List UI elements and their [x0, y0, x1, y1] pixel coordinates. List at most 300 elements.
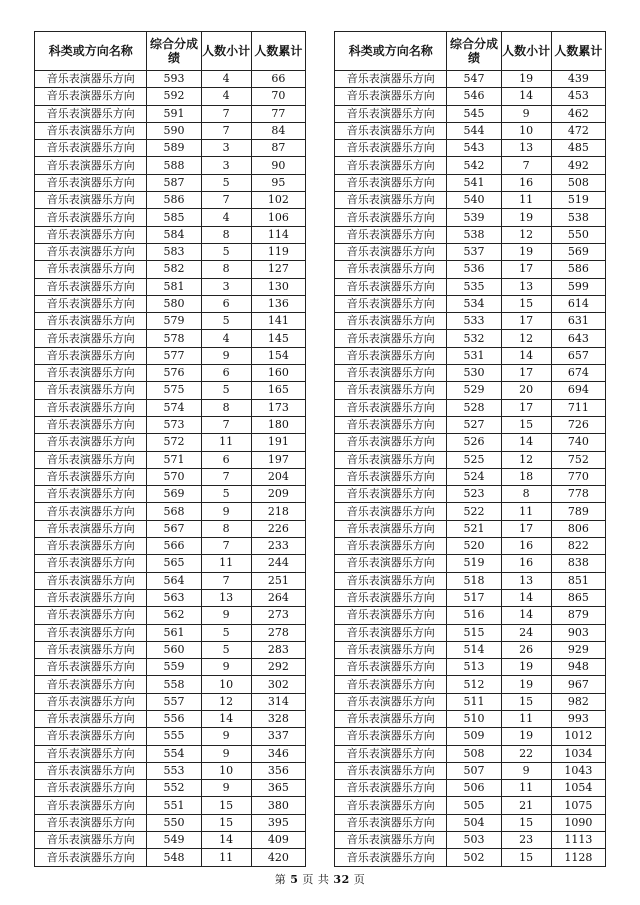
cell-score: 563	[147, 589, 201, 606]
cell-name: 音乐表演器乐方向	[335, 261, 447, 278]
cell-count: 5	[201, 486, 251, 503]
cell-cumulative: 70	[251, 88, 305, 105]
cell-score: 539	[447, 209, 501, 226]
table-row	[35, 555, 306, 572]
cell-name: 音乐表演器乐方向	[335, 745, 447, 762]
cell-score: 585	[147, 209, 201, 226]
table-row	[335, 365, 606, 382]
cell-score: 538	[447, 226, 501, 243]
footer-page-number: 5	[290, 873, 299, 886]
cell-name: 音乐表演器乐方向	[335, 140, 447, 157]
cell-cumulative: 472	[551, 122, 605, 139]
cell-count: 15	[501, 849, 551, 866]
cell-score: 591	[147, 105, 201, 122]
cell-cumulative: 102	[251, 192, 305, 209]
table-row	[335, 122, 606, 139]
cell-count: 14	[201, 710, 251, 727]
table-row	[35, 157, 306, 174]
table-row	[335, 261, 606, 278]
table-row	[35, 295, 306, 312]
cell-cumulative: 1075	[551, 797, 605, 814]
cell-cumulative: 165	[251, 382, 305, 399]
cell-cumulative: 273	[251, 607, 305, 624]
cell-count: 3	[201, 157, 251, 174]
cell-count: 23	[501, 832, 551, 849]
cell-count: 9	[201, 347, 251, 364]
cell-count: 20	[501, 382, 551, 399]
table-row	[335, 88, 606, 105]
cell-count: 7	[201, 192, 251, 209]
cell-count: 9	[501, 762, 551, 779]
cell-cumulative: 95	[251, 174, 305, 191]
cell-score: 589	[147, 140, 201, 157]
cell-score: 515	[447, 624, 501, 641]
cell-name: 音乐表演器乐方向	[35, 399, 147, 416]
cell-count: 10	[201, 762, 251, 779]
table-row	[35, 745, 306, 762]
cell-name: 音乐表演器乐方向	[35, 295, 147, 312]
cell-score: 528	[447, 399, 501, 416]
cell-name: 音乐表演器乐方向	[335, 365, 447, 382]
table-row	[335, 140, 606, 157]
cell-cumulative: 982	[551, 693, 605, 710]
cell-name: 音乐表演器乐方向	[35, 641, 147, 658]
cell-count: 9	[201, 503, 251, 520]
cell-score: 578	[147, 330, 201, 347]
table-row	[335, 451, 606, 468]
cell-name: 音乐表演器乐方向	[35, 503, 147, 520]
cell-count: 16	[501, 174, 551, 191]
cell-name: 音乐表演器乐方向	[335, 520, 447, 537]
cell-name: 音乐表演器乐方向	[335, 382, 447, 399]
cell-score: 557	[147, 693, 201, 710]
cell-count: 8	[201, 261, 251, 278]
cell-cumulative: 462	[551, 105, 605, 122]
header-score: 综合分成绩	[447, 32, 501, 71]
cell-name: 音乐表演器乐方向	[335, 589, 447, 606]
table-row	[335, 209, 606, 226]
cell-count: 12	[501, 226, 551, 243]
cell-cumulative: 314	[251, 693, 305, 710]
cell-cumulative: 903	[551, 624, 605, 641]
header-cumulative: 人数累计	[551, 32, 605, 71]
footer-prefix: 第	[274, 873, 287, 886]
cell-name: 音乐表演器乐方向	[35, 659, 147, 676]
cell-name: 音乐表演器乐方向	[335, 780, 447, 797]
cell-cumulative: 337	[251, 728, 305, 745]
cell-name: 音乐表演器乐方向	[35, 589, 147, 606]
table-row	[335, 295, 606, 312]
cell-count: 13	[501, 140, 551, 157]
cell-name: 音乐表演器乐方向	[335, 278, 447, 295]
cell-count: 3	[201, 140, 251, 157]
cell-score: 529	[447, 382, 501, 399]
cell-count: 11	[201, 849, 251, 866]
cell-count: 10	[501, 122, 551, 139]
cell-count: 19	[501, 659, 551, 676]
cell-name: 音乐表演器乐方向	[35, 71, 147, 88]
cell-cumulative: 740	[551, 434, 605, 451]
cell-cumulative: 160	[251, 365, 305, 382]
cell-count: 12	[501, 451, 551, 468]
cell-cumulative: 145	[251, 330, 305, 347]
table-row	[335, 520, 606, 537]
cell-cumulative: 292	[251, 659, 305, 676]
cell-cumulative: 87	[251, 140, 305, 157]
cell-count: 16	[501, 555, 551, 572]
cell-count: 15	[501, 295, 551, 312]
cell-cumulative: 173	[251, 399, 305, 416]
cell-cumulative: 838	[551, 555, 605, 572]
table-row	[35, 209, 306, 226]
cell-name: 音乐表演器乐方向	[335, 555, 447, 572]
table-row	[35, 122, 306, 139]
cell-count: 6	[201, 365, 251, 382]
table-row	[335, 849, 606, 866]
cell-name: 音乐表演器乐方向	[35, 88, 147, 105]
cell-count: 8	[501, 486, 551, 503]
cell-score: 575	[147, 382, 201, 399]
footer-total-pages: 32	[333, 873, 350, 886]
cell-cumulative: 204	[251, 468, 305, 485]
cell-count: 9	[201, 659, 251, 676]
table-row	[335, 832, 606, 849]
cell-count: 24	[501, 624, 551, 641]
cell-cumulative: 66	[251, 71, 305, 88]
cell-score: 506	[447, 780, 501, 797]
table-row	[335, 347, 606, 364]
table-row	[335, 71, 606, 88]
table-row	[35, 88, 306, 105]
cell-name: 音乐表演器乐方向	[335, 538, 447, 555]
table-row	[35, 330, 306, 347]
cell-count: 15	[501, 416, 551, 433]
table-row	[35, 693, 306, 710]
table-row	[35, 659, 306, 676]
cell-name: 音乐表演器乐方向	[335, 710, 447, 727]
cell-score: 551	[147, 797, 201, 814]
cell-count: 19	[501, 71, 551, 88]
cell-name: 音乐表演器乐方向	[35, 762, 147, 779]
table-row	[335, 503, 606, 520]
cell-count: 4	[201, 330, 251, 347]
cell-cumulative: 244	[251, 555, 305, 572]
cell-cumulative: 439	[551, 71, 605, 88]
cell-cumulative: 251	[251, 572, 305, 589]
table-row	[335, 486, 606, 503]
cell-count: 26	[501, 641, 551, 658]
cell-cumulative: 77	[251, 105, 305, 122]
cell-name: 音乐表演器乐方向	[335, 572, 447, 589]
cell-name: 音乐表演器乐方向	[335, 486, 447, 503]
cell-name: 音乐表演器乐方向	[335, 814, 447, 831]
cell-cumulative: 1054	[551, 780, 605, 797]
cell-cumulative: 643	[551, 330, 605, 347]
cell-count: 17	[501, 520, 551, 537]
table-row	[335, 797, 606, 814]
table-row	[35, 797, 306, 814]
table-row	[335, 624, 606, 641]
cell-count: 14	[501, 88, 551, 105]
cell-name: 音乐表演器乐方向	[35, 607, 147, 624]
cell-name: 音乐表演器乐方向	[35, 486, 147, 503]
cell-count: 15	[201, 797, 251, 814]
cell-score: 582	[147, 261, 201, 278]
cell-cumulative: 657	[551, 347, 605, 364]
table-row	[35, 728, 306, 745]
cell-name: 音乐表演器乐方向	[335, 797, 447, 814]
table-row	[35, 226, 306, 243]
table-row	[335, 814, 606, 831]
cell-score: 560	[147, 641, 201, 658]
cell-score: 553	[147, 762, 201, 779]
cell-score: 566	[147, 538, 201, 555]
cell-cumulative: 770	[551, 468, 605, 485]
cell-count: 17	[501, 365, 551, 382]
cell-name: 音乐表演器乐方向	[335, 676, 447, 693]
cell-score: 587	[147, 174, 201, 191]
table-row	[335, 243, 606, 260]
cell-count: 9	[201, 745, 251, 762]
cell-name: 音乐表演器乐方向	[35, 745, 147, 762]
cell-name: 音乐表演器乐方向	[335, 659, 447, 676]
table-row	[35, 261, 306, 278]
footer-middle: 页 共	[302, 873, 330, 886]
cell-count: 5	[201, 174, 251, 191]
table-row	[335, 572, 606, 589]
cell-cumulative: 136	[251, 295, 305, 312]
cell-name: 音乐表演器乐方向	[35, 572, 147, 589]
table-row	[35, 624, 306, 641]
cell-score: 541	[447, 174, 501, 191]
table-row	[35, 832, 306, 849]
cell-cumulative: 726	[551, 416, 605, 433]
cell-count: 17	[501, 399, 551, 416]
cell-count: 10	[201, 676, 251, 693]
cell-score: 545	[447, 105, 501, 122]
cell-score: 536	[447, 261, 501, 278]
table-row	[335, 416, 606, 433]
score-table-right	[334, 31, 606, 867]
cell-name: 音乐表演器乐方向	[35, 624, 147, 641]
cell-cumulative: 1043	[551, 762, 605, 779]
cell-cumulative: 420	[251, 849, 305, 866]
cell-cumulative: 119	[251, 243, 305, 260]
cell-count: 15	[501, 693, 551, 710]
cell-cumulative: 508	[551, 174, 605, 191]
table-row	[35, 399, 306, 416]
cell-name: 音乐表演器乐方向	[35, 676, 147, 693]
cell-count: 4	[201, 88, 251, 105]
cell-name: 音乐表演器乐方向	[35, 278, 147, 295]
cell-count: 14	[201, 832, 251, 849]
cell-count: 11	[201, 434, 251, 451]
cell-count: 3	[201, 278, 251, 295]
cell-score: 535	[447, 278, 501, 295]
cell-count: 8	[201, 399, 251, 416]
cell-name: 音乐表演器乐方向	[335, 347, 447, 364]
table-row	[35, 105, 306, 122]
cell-cumulative: 778	[551, 486, 605, 503]
cell-name: 音乐表演器乐方向	[35, 814, 147, 831]
cell-count: 9	[201, 607, 251, 624]
cell-name: 音乐表演器乐方向	[35, 728, 147, 745]
table-row	[335, 710, 606, 727]
table-row	[35, 538, 306, 555]
cell-name: 音乐表演器乐方向	[35, 226, 147, 243]
cell-score: 527	[447, 416, 501, 433]
cell-cumulative: 1034	[551, 745, 605, 762]
cell-cumulative: 233	[251, 538, 305, 555]
cell-score: 502	[447, 849, 501, 866]
cell-name: 音乐表演器乐方向	[335, 399, 447, 416]
cell-count: 15	[501, 814, 551, 831]
cell-cumulative: 84	[251, 122, 305, 139]
cell-score: 513	[447, 659, 501, 676]
cell-count: 14	[501, 589, 551, 606]
cell-score: 554	[147, 745, 201, 762]
cell-score: 534	[447, 295, 501, 312]
cell-cumulative: 356	[251, 762, 305, 779]
cell-count: 19	[501, 209, 551, 226]
cell-count: 7	[201, 538, 251, 555]
cell-name: 音乐表演器乐方向	[35, 313, 147, 330]
cell-count: 22	[501, 745, 551, 762]
cell-name: 音乐表演器乐方向	[335, 157, 447, 174]
cell-count: 15	[201, 814, 251, 831]
cell-cumulative: 752	[551, 451, 605, 468]
cell-score: 564	[147, 572, 201, 589]
cell-name: 音乐表演器乐方向	[35, 243, 147, 260]
cell-count: 19	[501, 728, 551, 745]
header-count: 人数小计	[501, 32, 551, 71]
cell-cumulative: 865	[551, 589, 605, 606]
cell-count: 4	[201, 71, 251, 88]
cell-cumulative: 674	[551, 365, 605, 382]
cell-name: 音乐表演器乐方向	[35, 105, 147, 122]
cell-score: 588	[147, 157, 201, 174]
cell-name: 音乐表演器乐方向	[35, 416, 147, 433]
cell-name: 音乐表演器乐方向	[335, 243, 447, 260]
cell-cumulative: 130	[251, 278, 305, 295]
cell-cumulative: 492	[551, 157, 605, 174]
cell-name: 音乐表演器乐方向	[35, 451, 147, 468]
cell-cumulative: 409	[251, 832, 305, 849]
cell-score: 549	[147, 832, 201, 849]
table-header-row	[335, 32, 606, 71]
cell-score: 509	[447, 728, 501, 745]
cell-name: 音乐表演器乐方向	[335, 174, 447, 191]
header-cumulative: 人数累计	[251, 32, 305, 71]
cell-name: 音乐表演器乐方向	[335, 607, 447, 624]
table-row	[35, 486, 306, 503]
cell-score: 520	[447, 538, 501, 555]
cell-cumulative: 114	[251, 226, 305, 243]
cell-score: 546	[447, 88, 501, 105]
cell-score: 532	[447, 330, 501, 347]
cell-score: 508	[447, 745, 501, 762]
cell-name: 音乐表演器乐方向	[335, 434, 447, 451]
cell-score: 567	[147, 520, 201, 537]
cell-score: 517	[447, 589, 501, 606]
cell-cumulative: 1012	[551, 728, 605, 745]
cell-cumulative: 127	[251, 261, 305, 278]
table-row	[35, 641, 306, 658]
cell-cumulative: 550	[551, 226, 605, 243]
cell-count: 13	[501, 572, 551, 589]
cell-name: 音乐表演器乐方向	[335, 226, 447, 243]
table-row	[35, 278, 306, 295]
cell-count: 7	[201, 105, 251, 122]
table-row	[35, 434, 306, 451]
cell-score: 562	[147, 607, 201, 624]
cell-cumulative: 453	[551, 88, 605, 105]
cell-count: 18	[501, 468, 551, 485]
cell-score: 516	[447, 607, 501, 624]
cell-name: 音乐表演器乐方向	[335, 762, 447, 779]
cell-score: 533	[447, 313, 501, 330]
cell-score: 593	[147, 71, 201, 88]
cell-name: 音乐表演器乐方向	[35, 832, 147, 849]
table-row	[35, 71, 306, 88]
table-row	[35, 347, 306, 364]
cell-name: 音乐表演器乐方向	[35, 174, 147, 191]
cell-score: 544	[447, 122, 501, 139]
table-row	[335, 728, 606, 745]
table-row	[35, 762, 306, 779]
header-name: 科类或方向名称	[335, 32, 447, 71]
cell-cumulative: 538	[551, 209, 605, 226]
cell-score: 537	[447, 243, 501, 260]
table-row	[335, 762, 606, 779]
cell-count: 11	[501, 503, 551, 520]
cell-cumulative: 141	[251, 313, 305, 330]
table-row	[335, 555, 606, 572]
cell-cumulative: 154	[251, 347, 305, 364]
cell-name: 音乐表演器乐方向	[35, 382, 147, 399]
cell-score: 512	[447, 676, 501, 693]
table-row	[335, 641, 606, 658]
cell-cumulative: 948	[551, 659, 605, 676]
cell-name: 音乐表演器乐方向	[335, 641, 447, 658]
cell-cumulative: 519	[551, 192, 605, 209]
cell-cumulative: 302	[251, 676, 305, 693]
table-row	[335, 399, 606, 416]
cell-cumulative: 395	[251, 814, 305, 831]
cell-score: 550	[147, 814, 201, 831]
table-row	[35, 174, 306, 191]
table-row	[35, 589, 306, 606]
table-row	[335, 105, 606, 122]
cell-score: 583	[147, 243, 201, 260]
table-row	[35, 814, 306, 831]
cell-cumulative: 599	[551, 278, 605, 295]
cell-score: 580	[147, 295, 201, 312]
cell-score: 540	[447, 192, 501, 209]
cell-score: 579	[147, 313, 201, 330]
cell-count: 5	[201, 313, 251, 330]
cell-name: 音乐表演器乐方向	[35, 192, 147, 209]
cell-count: 9	[201, 728, 251, 745]
cell-count: 6	[201, 295, 251, 312]
cell-cumulative: 218	[251, 503, 305, 520]
cell-name: 音乐表演器乐方向	[335, 693, 447, 710]
cell-cumulative: 967	[551, 676, 605, 693]
cell-name: 音乐表演器乐方向	[35, 520, 147, 537]
cell-score: 574	[147, 399, 201, 416]
cell-cumulative: 191	[251, 434, 305, 451]
cell-count: 7	[201, 572, 251, 589]
